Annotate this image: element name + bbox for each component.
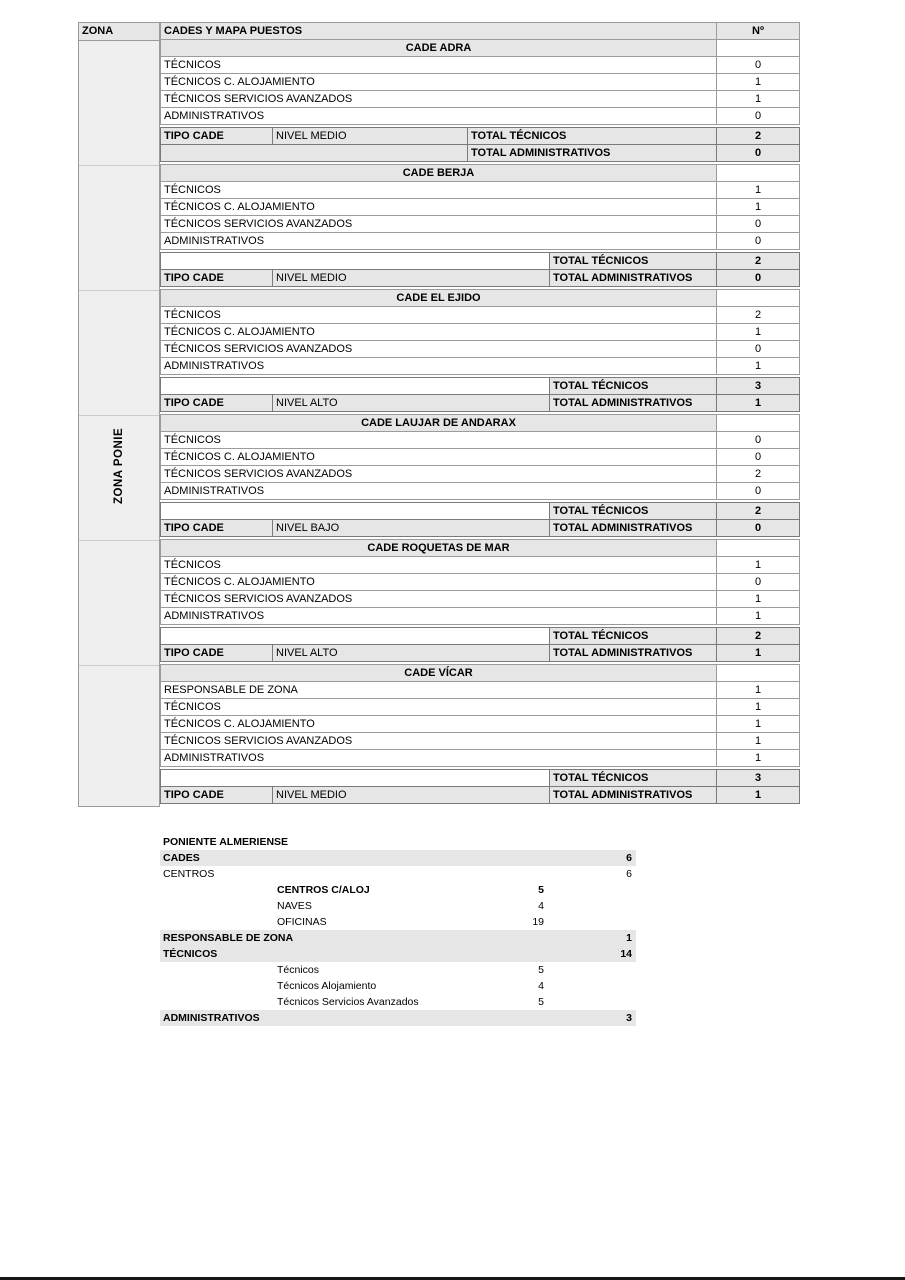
summary-inner-value	[486, 930, 544, 946]
section-name: CADE EL EJIDO	[161, 290, 717, 307]
summary-outer-value	[544, 962, 636, 978]
staff-label: TÉCNICOS	[161, 557, 717, 574]
total-administrativos-label: TOTAL ADMINISTRATIVOS	[550, 395, 717, 412]
section-name-num-cell	[717, 290, 800, 307]
nivel-value: NIVEL MEDIO	[273, 787, 550, 804]
summary-label: TÉCNICOS	[163, 948, 218, 960]
summary-label: CENTROS C/ALOJ	[277, 884, 370, 896]
totals-row-2	[161, 520, 800, 537]
staff-row	[161, 341, 800, 358]
staff-label: TÉCNICOS C. ALOJAMIENTO	[161, 74, 717, 91]
staff-row	[161, 324, 800, 341]
section-name: CADE VÍCAR	[161, 665, 717, 682]
total-tecnicos-value: 3	[717, 770, 800, 787]
staff-value: 1	[717, 608, 800, 625]
totals-row-2	[161, 787, 800, 804]
staff-row	[161, 74, 800, 91]
tipo-cade-label: TIPO CADE	[161, 395, 273, 412]
staff-row	[161, 233, 800, 250]
summary-outer-value	[544, 882, 636, 898]
staff-row	[161, 557, 800, 574]
totals-row-1	[161, 253, 800, 270]
staff-value: 1	[717, 682, 800, 699]
nivel-value: NIVEL BAJO	[273, 520, 550, 537]
total-tecnicos-value: 2	[717, 628, 800, 645]
total-administrativos-value: 0	[717, 520, 800, 537]
total-tecnicos-label: TOTAL TÉCNICOS	[550, 628, 717, 645]
staff-value: 2	[717, 307, 800, 324]
staff-row	[161, 57, 800, 74]
section-name-num-cell	[717, 665, 800, 682]
zona-vertical-label: ZONA PONIE	[113, 427, 125, 505]
section-name-num-cell	[717, 40, 800, 57]
staff-block	[160, 181, 800, 250]
section-name-num-cell	[717, 415, 800, 432]
section-name-num-cell	[717, 165, 800, 182]
section-6	[160, 664, 800, 804]
total-tecnicos-label: TOTAL TÉCNICOS	[550, 770, 717, 787]
staff-label: ADMINISTRATIVOS	[161, 608, 717, 625]
staff-label: TÉCNICOS SERVICIOS AVANZADOS	[161, 591, 717, 608]
summary-label: Técnicos Alojamiento	[277, 980, 377, 992]
zona-segment-1	[79, 41, 159, 166]
total-administrativos-value: 1	[717, 645, 800, 662]
summary-inner-value: 19	[532, 916, 544, 928]
staff-block	[160, 306, 800, 375]
summary-label: CADES	[163, 852, 200, 864]
section-name-row	[160, 539, 800, 556]
summary-label: NAVES	[277, 900, 312, 912]
total-administrativos-value: 0	[717, 270, 800, 287]
staff-row	[161, 432, 800, 449]
summary-label: RESPONSABLE DE ZONA	[163, 932, 294, 944]
table-main-column	[160, 22, 800, 806]
staff-block	[160, 431, 800, 500]
total-tecnicos-label: TOTAL TÉCNICOS	[468, 128, 717, 145]
summary-label: Técnicos Servicios Avanzados	[277, 996, 419, 1008]
totals-block	[160, 627, 800, 662]
total-administrativos-label: TOTAL ADMINISTRATIVOS	[550, 645, 717, 662]
staff-row	[161, 591, 800, 608]
tipo-cade-label: TIPO CADE	[161, 787, 273, 804]
tipo-cade-label: TIPO CADE	[161, 645, 273, 662]
summary-row	[160, 866, 636, 882]
staff-block	[160, 56, 800, 125]
total-tecnicos-value: 3	[717, 378, 800, 395]
staff-label: TÉCNICOS	[161, 699, 717, 716]
zona-header-cell: ZONA	[79, 23, 159, 41]
total-administrativos-value: 1	[717, 787, 800, 804]
summary-inner-value	[486, 1010, 544, 1026]
total-tecnicos-value: 2	[717, 503, 800, 520]
staff-row	[161, 216, 800, 233]
total-tecnicos-value: 2	[717, 253, 800, 270]
nivel-value: NIVEL ALTO	[273, 395, 550, 412]
total-tecnicos-label: TOTAL TÉCNICOS	[550, 503, 717, 520]
staff-row	[161, 682, 800, 699]
summary-outer-value: 6	[626, 852, 632, 864]
staff-value: 1	[717, 324, 800, 341]
staff-row	[161, 449, 800, 466]
summary-inner-value	[486, 850, 544, 866]
section-name: CADE ROQUETAS DE MAR	[161, 540, 717, 557]
staff-label: TÉCNICOS	[161, 432, 717, 449]
staff-label: TÉCNICOS SERVICIOS AVANZADOS	[161, 733, 717, 750]
section-name-row	[160, 414, 800, 431]
totals-row-1	[161, 378, 800, 395]
summary-inner-value	[486, 946, 544, 962]
staff-label: TÉCNICOS SERVICIOS AVANZADOS	[161, 216, 717, 233]
staff-label: TÉCNICOS	[161, 182, 717, 199]
summary-outer-value	[544, 898, 636, 914]
zona-segment-2	[79, 166, 159, 291]
blank-cell	[161, 378, 550, 395]
totals-row-2	[161, 395, 800, 412]
staff-label: TÉCNICOS	[161, 307, 717, 324]
section-name-row	[160, 289, 800, 306]
staff-row	[161, 483, 800, 500]
summary-inner-value: 5	[538, 964, 544, 976]
staff-row	[161, 358, 800, 375]
zona-column	[78, 22, 160, 807]
blank-cell	[161, 628, 550, 645]
summary-row	[160, 930, 636, 946]
section-3	[160, 289, 800, 412]
staff-label: ADMINISTRATIVOS	[161, 750, 717, 767]
staff-value: 0	[717, 216, 800, 233]
summary-outer-value: 3	[626, 1012, 632, 1024]
table-title: CADES Y MAPA PUESTOS	[161, 23, 717, 40]
summary-row	[160, 882, 636, 898]
summary-block	[160, 834, 636, 1026]
summary-inner-value: 5	[538, 884, 544, 896]
blank-cell	[161, 253, 550, 270]
section-name-num-cell	[717, 540, 800, 557]
staff-row	[161, 750, 800, 767]
staff-value: 0	[717, 449, 800, 466]
tipo-cade-label: TIPO CADE	[161, 270, 273, 287]
staff-label: ADMINISTRATIVOS	[161, 483, 717, 500]
staff-value: 1	[717, 557, 800, 574]
section-5	[160, 539, 800, 662]
table-header-row	[160, 22, 800, 39]
zona-segment-6	[79, 666, 159, 808]
staff-value: 0	[717, 483, 800, 500]
section-name: CADE ADRA	[161, 40, 717, 57]
summary-row	[160, 898, 636, 914]
total-administrativos-label: TOTAL ADMINISTRATIVOS	[550, 520, 717, 537]
section-4	[160, 414, 800, 537]
staff-value: 0	[717, 341, 800, 358]
tipo-cade-label: TIPO CADE	[161, 520, 273, 537]
staff-row	[161, 716, 800, 733]
staff-label: ADMINISTRATIVOS	[161, 358, 717, 375]
summary-label: ADMINISTRATIVOS	[163, 1012, 260, 1024]
totals-row-1	[161, 128, 800, 145]
summary-rows	[160, 850, 636, 1026]
summary-outer-value: 6	[626, 868, 632, 880]
summary-row	[160, 978, 636, 994]
totals-block	[160, 252, 800, 287]
staff-label: TÉCNICOS C. ALOJAMIENTO	[161, 716, 717, 733]
summary-outer-value	[544, 914, 636, 930]
staff-label: RESPONSABLE DE ZONA	[161, 682, 717, 699]
staff-value: 0	[717, 432, 800, 449]
summary-label: CENTROS	[163, 868, 215, 880]
tipo-cade-label: TIPO CADE	[161, 128, 273, 145]
staff-row	[161, 608, 800, 625]
staff-block	[160, 681, 800, 767]
section-name: CADE BERJA	[161, 165, 717, 182]
section-name: CADE LAUJAR DE ANDARAX	[161, 415, 717, 432]
totals-row-1	[161, 628, 800, 645]
summary-outer-value	[544, 978, 636, 994]
zona-segment-5	[79, 541, 159, 666]
totals-row-1	[161, 770, 800, 787]
staff-row	[161, 699, 800, 716]
staff-label: ADMINISTRATIVOS	[161, 233, 717, 250]
summary-row	[160, 914, 636, 930]
staff-label: TÉCNICOS SERVICIOS AVANZADOS	[161, 466, 717, 483]
summary-row	[160, 994, 636, 1010]
total-administrativos-value: 1	[717, 395, 800, 412]
totals-block	[160, 502, 800, 537]
staff-value: 1	[717, 358, 800, 375]
summary-label: Técnicos	[277, 964, 320, 976]
summary-inner-value: 5	[538, 996, 544, 1008]
totals-row-2	[161, 645, 800, 662]
staff-row	[161, 307, 800, 324]
blank-cell	[161, 145, 468, 162]
summary-inner-value: 4	[538, 900, 544, 912]
totals-block	[160, 769, 800, 804]
staff-row	[161, 108, 800, 125]
section-2	[160, 164, 800, 287]
staff-value: 1	[717, 74, 800, 91]
staff-value: 1	[717, 199, 800, 216]
totals-row-2	[161, 270, 800, 287]
staff-row	[161, 182, 800, 199]
total-administrativos-label: TOTAL ADMINISTRATIVOS	[550, 787, 717, 804]
staff-value: 1	[717, 716, 800, 733]
total-administrativos-value: 0	[717, 145, 800, 162]
staff-row	[161, 574, 800, 591]
staff-value: 1	[717, 182, 800, 199]
staff-value: 1	[717, 733, 800, 750]
staff-row	[161, 466, 800, 483]
nivel-value: NIVEL ALTO	[273, 645, 550, 662]
sections-container	[160, 39, 800, 804]
summary-row	[160, 946, 636, 962]
summary-outer-value	[544, 994, 636, 1010]
staff-value: 1	[717, 699, 800, 716]
totals-block	[160, 377, 800, 412]
total-administrativos-label: TOTAL ADMINISTRATIVOS	[550, 270, 717, 287]
summary-inner-value	[486, 866, 544, 882]
summary-outer-value: 14	[620, 948, 632, 960]
section-name-row	[160, 39, 800, 56]
totals-row-1	[161, 503, 800, 520]
total-tecnicos-value: 2	[717, 128, 800, 145]
summary-row	[160, 962, 636, 978]
staff-value: 1	[717, 591, 800, 608]
staff-value: 1	[717, 750, 800, 767]
summary-title: PONIENTE ALMERIENSE	[163, 836, 289, 848]
total-administrativos-label: TOTAL ADMINISTRATIVOS	[468, 145, 717, 162]
summary-row	[160, 1010, 636, 1026]
staff-label: TÉCNICOS SERVICIOS AVANZADOS	[161, 341, 717, 358]
num-column-header: Nº	[717, 23, 800, 40]
nivel-value: NIVEL MEDIO	[273, 270, 550, 287]
section-name-row	[160, 664, 800, 681]
staff-label: ADMINISTRATIVOS	[161, 108, 717, 125]
staff-label: TÉCNICOS C. ALOJAMIENTO	[161, 324, 717, 341]
section-name-row	[160, 164, 800, 181]
total-tecnicos-label: TOTAL TÉCNICOS	[550, 253, 717, 270]
staff-label: TÉCNICOS	[161, 57, 717, 74]
summary-inner-value: 4	[538, 980, 544, 992]
staff-label: TÉCNICOS C. ALOJAMIENTO	[161, 199, 717, 216]
blank-cell	[161, 503, 550, 520]
staff-label: TÉCNICOS SERVICIOS AVANZADOS	[161, 91, 717, 108]
totals-block	[160, 127, 800, 162]
blank-cell	[161, 770, 550, 787]
totals-row-2	[161, 145, 800, 162]
summary-outer-value: 1	[626, 932, 632, 944]
staff-value: 0	[717, 108, 800, 125]
staff-value: 2	[717, 466, 800, 483]
staff-row	[161, 91, 800, 108]
zona-segment-3	[79, 291, 159, 416]
staff-label: TÉCNICOS C. ALOJAMIENTO	[161, 574, 717, 591]
staff-row	[161, 199, 800, 216]
summary-row	[160, 850, 636, 866]
staff-block	[160, 556, 800, 625]
total-tecnicos-label: TOTAL TÉCNICOS	[550, 378, 717, 395]
staff-row	[161, 733, 800, 750]
nivel-value: NIVEL MEDIO	[273, 128, 468, 145]
staff-value: 0	[717, 57, 800, 74]
staff-label: TÉCNICOS C. ALOJAMIENTO	[161, 449, 717, 466]
summary-label: OFICINAS	[277, 916, 327, 928]
staff-value: 0	[717, 574, 800, 591]
staff-value: 1	[717, 91, 800, 108]
section-1	[160, 39, 800, 162]
staff-value: 0	[717, 233, 800, 250]
